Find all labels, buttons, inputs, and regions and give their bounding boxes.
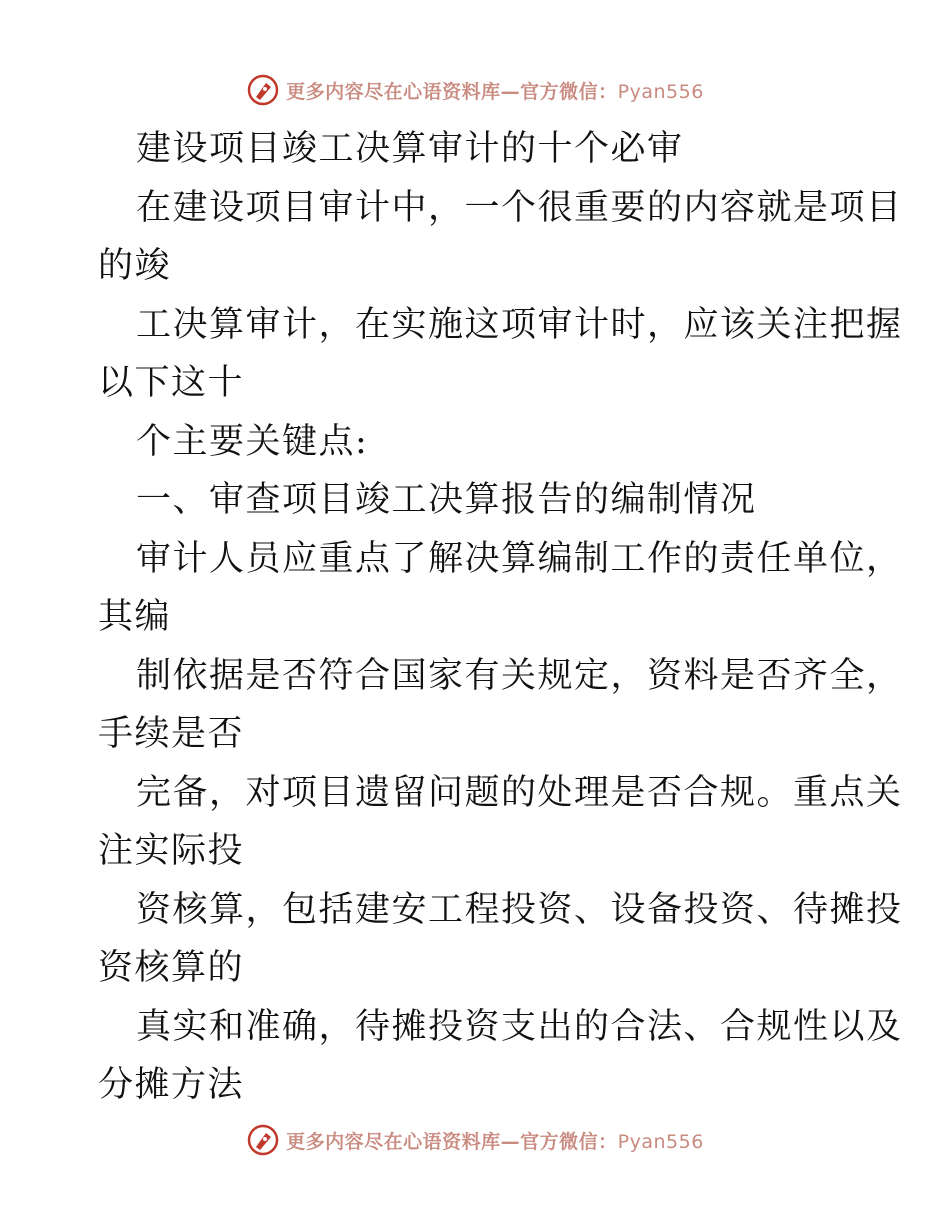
text-line: 资核算，包括建安工程投资、设备投资、待摊投 (136, 889, 903, 930)
pen-nib-circle-icon (246, 73, 280, 107)
watermark-id: Pyan556 (617, 80, 704, 103)
text-line: 完备，对项目遗留问题的处理是否合规。重点关 (136, 772, 903, 813)
text-line: 的竣 (98, 246, 172, 286)
text-line: 个主要关键点: (136, 421, 369, 462)
text-line: 一、审查项目竣工决算报告的编制情况 (136, 480, 757, 520)
text-line: 以下这十 (98, 363, 245, 403)
watermark-id: Pyan556 (617, 1130, 704, 1153)
footer-watermark (0, 1120, 950, 1160)
text-line: 工决算审计，在实施这项审计时，应该关注把握 (136, 304, 903, 345)
header-watermark (0, 70, 950, 110)
document-body (98, 120, 903, 1115)
text-line: 分摊方法 (98, 1065, 245, 1105)
text-line: 真实和准确，待摊投资支出的合法、合规性以及 (136, 1006, 903, 1047)
watermark-text: 更多内容尽在心语资料库—官方微信：Pyan556 (286, 80, 704, 103)
text-line: 审计人员应重点了解决算编制工作的责任单位， (136, 538, 903, 579)
text-line: 在建设项目审计中，一个很重要的内容就是项目 (136, 187, 903, 228)
text-line: 手续是否 (98, 714, 245, 754)
text-line: 制依据是否符合国家有关规定，资料是否齐全， (136, 655, 903, 696)
text-line: 建设项目竣工决算审计的十个必审 (136, 129, 684, 169)
text-line: 其编 (98, 597, 172, 637)
pen-nib-circle-icon (246, 1123, 280, 1157)
text-line: 注实际投 (98, 831, 245, 871)
text-line: 资核算的 (98, 948, 245, 988)
watermark-text: 更多内容尽在心语资料库—官方微信：Pyan556 (286, 1130, 704, 1153)
